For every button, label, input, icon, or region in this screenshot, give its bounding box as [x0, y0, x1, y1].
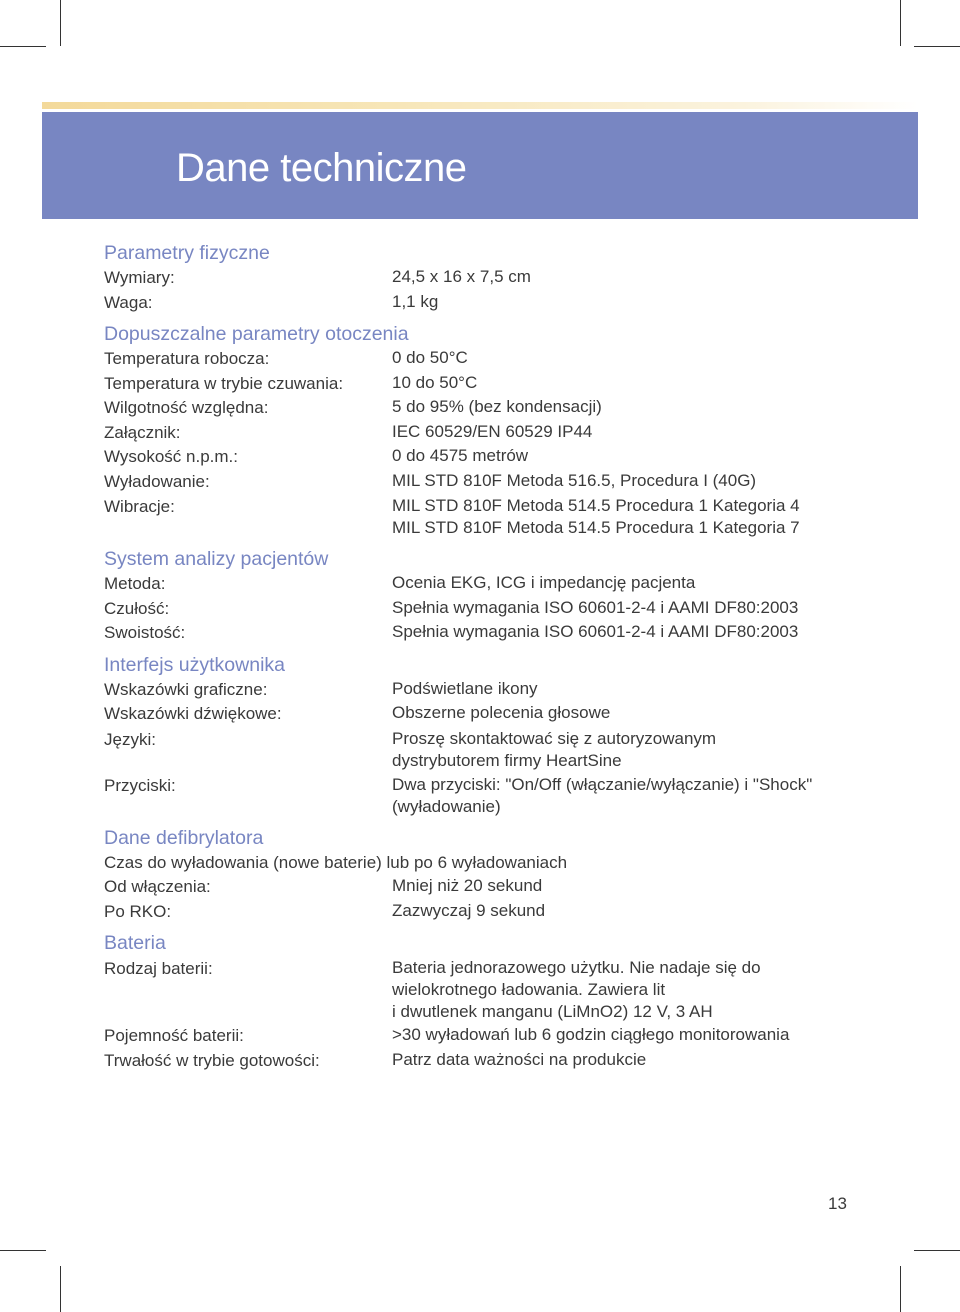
spec-value-line: 0 do 50°C — [392, 348, 468, 367]
spec-value — [392, 597, 864, 622]
spec-label: Temperatura robocza: — [104, 349, 270, 368]
section-title: Bateria — [104, 932, 166, 954]
page-number: 13 — [828, 1194, 847, 1213]
spec-row — [104, 1024, 864, 1049]
spec-row — [104, 597, 864, 622]
decorative-gradient-bar — [42, 102, 918, 109]
spec-value-line: Proszę skontaktować się z autoryzowanym — [392, 728, 717, 748]
spec-value-line: Obszerne polecenia głosowe — [392, 703, 611, 722]
section-title: Dopuszczalne parametry otoczenia — [104, 323, 409, 345]
spec-value-line: Mniej niż 20 sekund — [392, 876, 543, 895]
spec-value-line: 1,1 kg — [392, 291, 439, 311]
page-title: Dane techniczne — [176, 146, 467, 190]
spec-row — [104, 773, 864, 819]
spec-row — [104, 421, 864, 446]
spec-section — [104, 546, 864, 646]
spec-label: Przyciski: — [104, 775, 176, 795]
spec-row — [104, 291, 864, 316]
spec-value-line: 10 do 50°C — [392, 372, 478, 392]
spec-value — [392, 445, 864, 470]
spec-row — [104, 956, 864, 1024]
spec-value-line: Dwa przyciski: "On/Off (włączanie/wyłączanie) i "Shock" — [392, 774, 813, 794]
spec-label: Rodzaj baterii: — [104, 959, 213, 978]
spec-label: Wysokość n.p.m.: — [104, 447, 238, 466]
spec-value — [392, 572, 864, 597]
spec-value-line: Spełnia wymagania ISO 60601-2-4 i AAMI DF80:2003 — [392, 597, 799, 617]
spec-row — [104, 266, 864, 291]
spec-value — [392, 774, 864, 818]
spec-label: Czułość: — [104, 598, 170, 618]
spec-value — [392, 347, 864, 372]
spec-row — [104, 470, 864, 495]
spec-value — [392, 957, 864, 1023]
spec-section — [104, 652, 864, 819]
spec-label: Metoda: — [104, 574, 166, 593]
spec-label: Po RKO: — [104, 901, 172, 921]
spec-value-line: Bateria jednorazowego użytku. Nie nadaje się do — [392, 958, 761, 977]
spec-value-line: Zazwyczaj 9 sekund — [392, 900, 546, 920]
crop-mark — [914, 1250, 960, 1251]
spec-label: Wibracje: — [104, 497, 175, 516]
header-band — [42, 112, 918, 219]
spec-value — [392, 421, 864, 446]
spec-label: Pojemność baterii: — [104, 1026, 244, 1045]
spec-section — [104, 240, 864, 315]
spec-row — [104, 372, 864, 397]
spec-row — [104, 347, 864, 372]
spec-row — [104, 900, 864, 925]
section-intro: Czas do wyładowania (nowe baterie) lub po 6 wyładowaniach — [104, 852, 568, 872]
spec-value — [392, 621, 864, 646]
spec-label: Waga: — [104, 292, 153, 312]
section-title: Dane defibrylatora — [104, 826, 264, 849]
spec-value-line: 24,5 x 16 x 7,5 cm — [392, 267, 531, 286]
spec-value — [392, 291, 864, 316]
spec-content — [104, 240, 864, 1079]
spec-value-line: 0 do 4575 metrów — [392, 446, 529, 465]
spec-label: Wilgotność względna: — [104, 398, 269, 417]
crop-mark — [914, 46, 960, 47]
spec-section — [104, 930, 864, 1073]
spec-value-line: Ocenia EKG, ICG i impedancję pacjenta — [392, 573, 696, 592]
spec-label: Od włączenia: — [104, 877, 211, 896]
crop-mark — [900, 1266, 901, 1312]
spec-label: Języki: — [104, 729, 156, 749]
crop-mark — [900, 0, 901, 46]
spec-value-line: Spełnia wymagania ISO 60601-2-4 i AAMI DF80:2003 — [392, 622, 799, 641]
crop-mark — [0, 46, 46, 47]
spec-value-line: IEC 60529/EN 60529 IP44 — [392, 421, 593, 441]
spec-value-line: >30 wyładowań lub 6 godzin ciągłego monitorowania — [392, 1025, 790, 1044]
spec-value — [392, 372, 864, 397]
spec-value — [392, 266, 864, 291]
spec-value — [392, 875, 864, 900]
spec-value — [392, 396, 864, 421]
crop-mark — [0, 1250, 46, 1251]
spec-value-line: wielokrotnego ładowania. Zawiera lit — [392, 980, 666, 999]
spec-value-line: 5 do 95% (bez kondensacji) — [392, 397, 602, 416]
spec-value — [392, 1024, 864, 1049]
spec-label: Wyładowanie: — [104, 471, 210, 491]
spec-row — [104, 621, 864, 646]
spec-row — [104, 572, 864, 597]
spec-label: Wskazówki graficzne: — [104, 679, 268, 699]
section-title: System analizy pacjentów — [104, 548, 329, 570]
crop-mark — [60, 1266, 61, 1312]
spec-value-line: (wyładowanie) — [392, 796, 501, 816]
spec-value-line: i dwutlenek manganu (LiMnO2) 12 V, 3 AH — [392, 1002, 713, 1021]
spec-row — [104, 1049, 864, 1074]
spec-value-line: Podświetlane ikony — [392, 678, 538, 698]
spec-value — [392, 470, 864, 495]
spec-label: Swoistość: — [104, 623, 186, 642]
spec-value-line: Patrz data ważności na produkcie — [392, 1049, 647, 1069]
spec-row — [104, 875, 864, 900]
spec-value — [392, 728, 864, 772]
spec-label: Wymiary: — [104, 268, 175, 287]
spec-value — [392, 1049, 864, 1074]
section-title: Parametry fizyczne — [104, 242, 270, 264]
spec-section — [104, 825, 864, 925]
spec-value — [392, 702, 864, 727]
crop-mark — [60, 0, 61, 46]
spec-label: Załącznik: — [104, 422, 181, 442]
spec-value — [392, 678, 864, 703]
spec-value-line: dystrybutorem firmy HeartSine — [392, 750, 622, 770]
spec-value — [392, 495, 864, 539]
spec-row — [104, 702, 864, 727]
spec-value — [392, 900, 864, 925]
spec-row — [104, 494, 864, 540]
spec-row — [104, 396, 864, 421]
spec-value-line: MIL STD 810F Metoda 516.5, Procedura I (40G) — [392, 470, 757, 490]
spec-section — [104, 321, 864, 540]
spec-value-line: MIL STD 810F Metoda 514.5 Procedura 1 Kategoria 4 — [392, 496, 800, 515]
spec-label: Trwałość w trybie gotowości: — [104, 1050, 320, 1070]
spec-value-line: MIL STD 810F Metoda 514.5 Procedura 1 Kategoria 7 — [392, 518, 800, 537]
spec-row — [104, 727, 864, 773]
spec-row — [104, 678, 864, 703]
spec-label: Temperatura w trybie czuwania: — [104, 373, 344, 393]
spec-label: Wskazówki dźwiękowe: — [104, 704, 282, 723]
section-title: Interfejs użytkownika — [104, 653, 285, 676]
spec-row — [104, 445, 864, 470]
